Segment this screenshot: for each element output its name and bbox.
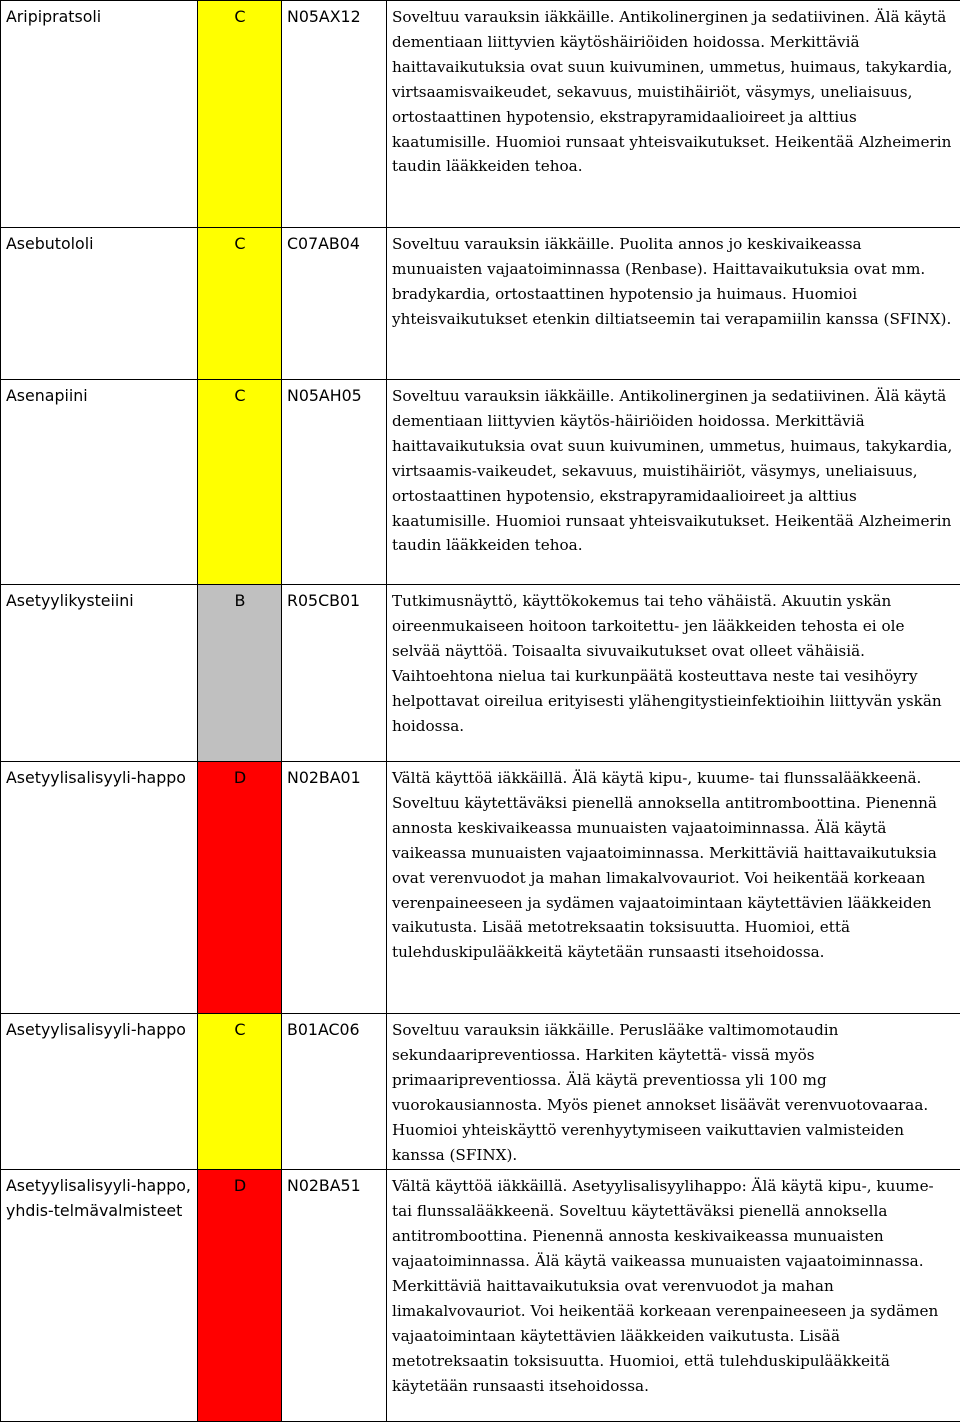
table-row bbox=[1, 380, 960, 585]
class-badge: C bbox=[198, 380, 282, 585]
table-row bbox=[1, 1014, 960, 1170]
class-badge: D bbox=[198, 1170, 282, 1422]
recommendation-text: Soveltuu varauksin iäkkäille. Antikolinerginen ja sedatiivinen. Älä käytä dementiaan liittyvien käytös-häiriöiden hoidossa. Merkittäviä haittavaikutuksia ovat suun kuivuminen, ummetus, huimaus, takykardia, virtsaamis-vaikeudet, sekavuus, muistihäiriöt, väsymys, uneliaisuus, ortostaattinen hypotensio, ekstrapyramidaalioireet ja alttius kaatumisille. Huomioi runsaat yhteisvaikutukset. Heikentää Alzheimerin taudin lääkkeiden tehoa. bbox=[387, 380, 960, 585]
table-row bbox=[1, 1, 960, 228]
table-row bbox=[1, 585, 960, 762]
recommendation-text: Vältä käyttöä iäkkäillä. Asetyylisalisyylihappo: Älä käytä kipu-, kuume- tai flunssalääkkeenä. Soveltuu käytettäväksi pienellä annoksella antitromboottina. Pienennä annosta keskivaikeassa munuaisten vajaatoiminnassa. Älä käytä vaikeassa munuaisten vajaatoiminnassa. Merkittäviä haittavaikutuksia ovat verenvuodot ja mahan limakalvovauriot. Voi heikentää korkeaan verenpaineeseen ja sydämen vajaatoimintaan käytettävien lääkkeiden vaikutusta. Lisää metotreksaatin toksisuutta. Huomioi, että tulehduskipulääkkeitä käytetään runsaasti itsehoidossa. bbox=[387, 1170, 960, 1422]
class-badge: C bbox=[198, 228, 282, 380]
atc-code: B01AC06 bbox=[282, 1014, 387, 1170]
atc-code: N05AH05 bbox=[282, 380, 387, 585]
table-row bbox=[1, 762, 960, 1014]
drug-name: Asenapiini bbox=[1, 380, 198, 585]
drug-name: Asetyylisalisyyli-happo bbox=[1, 1014, 198, 1170]
atc-code: N02BA51 bbox=[282, 1170, 387, 1422]
drug-name: Asetyylisalisyyli-happo, yhdis-telmävalmisteet bbox=[1, 1170, 198, 1422]
drug-name: Asetyylikysteiini bbox=[1, 585, 198, 762]
class-badge: C bbox=[198, 1, 282, 228]
recommendation-text: Soveltuu varauksin iäkkäille. Antikolinerginen ja sedatiivinen. Älä käytä dementiaan liittyvien käytöshäiriöiden hoidossa. Merkittäviä haittavaikutuksia ovat suun kuivuminen, ummetus, huimaus, takykardia, virtsaamisvaikeudet, sekavuus, muistihäiriöt, väsymys, uneliaisuus, ortostaattinen hypotensio, ekstrapyramidaalioireet ja alttius kaatumisille. Huomioi runsaat yhteisvaikutukset. Heikentää Alzheimerin taudin lääkkeiden tehoa. bbox=[387, 1, 960, 228]
atc-code: R05CB01 bbox=[282, 585, 387, 762]
class-badge: D bbox=[198, 762, 282, 1014]
class-badge: C bbox=[198, 1014, 282, 1170]
drug-name: Aripipratsoli bbox=[1, 1, 198, 228]
recommendation-text: Soveltuu varauksin iäkkäille. Peruslääke valtimomotaudin sekundaaripreventiossa. Harkiten käytettä- vissä myös primaaripreventiossa. Älä käytä preventiossa yli 100 mg vuorokausiannosta. Myös pienet annokset lisäävät verenvuotovaaraa. Huomioi yhteiskäyttö verenhyytymiseen vaikuttavien valmisteiden kanssa (SFINX). bbox=[387, 1014, 960, 1170]
atc-code: N02BA01 bbox=[282, 762, 387, 1014]
drug-name: Asebutololi bbox=[1, 228, 198, 380]
class-badge: B bbox=[198, 585, 282, 762]
drug-name: Asetyylisalisyyli-happo bbox=[1, 762, 198, 1014]
recommendation-text: Tutkimusnäyttö, käyttökokemus tai teho vähäistä. Akuutin yskän oireenmukaiseen hoitoon tarkoitettu- jen lääkkeiden tehosta ei ole selvää näyttöä. Toisaalta sivuvaikutukset ovat olleet vähäisiä. Vaihtoehtona nielua tai kurkunpäätä kosteuttava neste tai vesihöyry helpottavat oireilua erityisesti ylähengitystieinfektioihin liittyvän yskän hoidossa. bbox=[387, 585, 960, 762]
recommendation-text: Vältä käyttöä iäkkäillä. Älä käytä kipu-, kuume- tai flunssalääkkeenä. Soveltuu käytettäväksi pienellä annoksella antitromboottina. Pienennä annosta keskivaikeassa munuaisten vajaatoiminnassa. Älä käytä vaikeassa munuaisten vajaatoiminnassa. Merkittäviä haittavaikutuksia ovat verenvuodot ja mahan limakalvovauriot. Voi heikentää korkeaan verenpaineeseen ja sydämen vajaatoimintaan käytettävien lääkkeiden vaikutusta. Lisää metotreksaatin toksisuutta. Huomioi, että tulehduskipulääkkeitä käytetään runsaasti itsehoidossa. bbox=[387, 762, 960, 1014]
table-row bbox=[1, 228, 960, 380]
atc-code: N05AX12 bbox=[282, 1, 387, 228]
table-row bbox=[1, 1170, 960, 1422]
recommendation-text: Soveltuu varauksin iäkkäille. Puolita annos jo keskivaikeassa munuaisten vajaatoiminnassa (Renbase). Haittavaikutuksia ovat mm. bradykardia, ortostaattinen hypotensio ja huimaus. Huomioi yhteisvaikutukset etenkin diltiatseemin tai verapamiilin kanssa (SFINX). bbox=[387, 228, 960, 380]
atc-code: C07AB04 bbox=[282, 228, 387, 380]
